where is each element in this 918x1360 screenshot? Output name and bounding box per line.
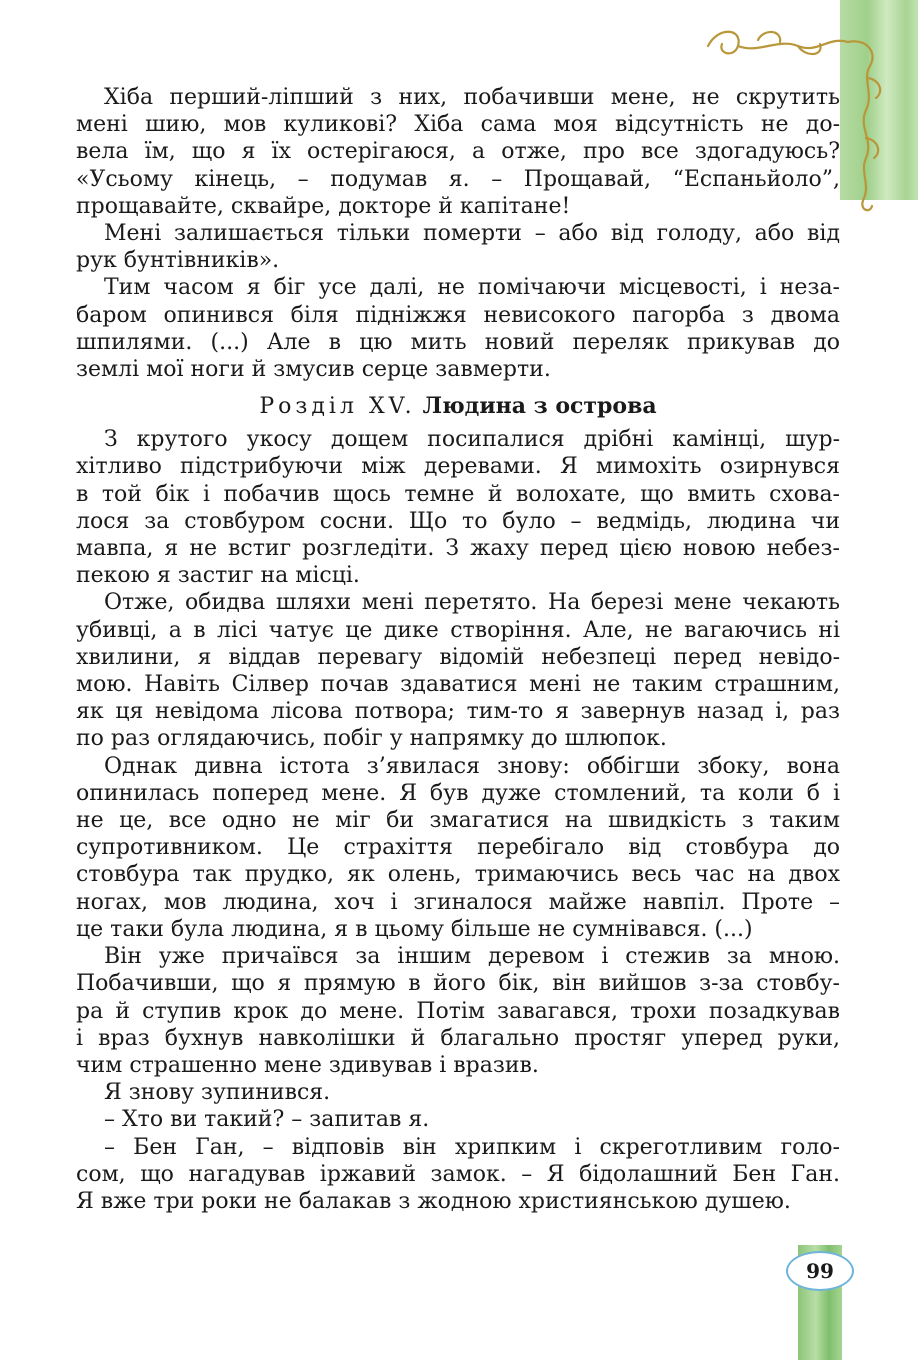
paragraph <box>76 426 840 589</box>
chapter-title: Людина з острова <box>422 393 657 420</box>
text-line: прощавайте, сквайре, докторе й капітане! <box>76 193 571 219</box>
paragraph <box>76 84 840 220</box>
text-line: Він уже причаївся за іншим деревом і стежив за мною. <box>104 944 840 970</box>
text-line: не це, все одно не міг би змагатися на швидкість з таким <box>76 808 840 834</box>
paragraph <box>76 1079 840 1106</box>
text-line: – Хто ви такий? – запитав я. <box>104 1107 430 1133</box>
text-line: хвилини, я віддав перевагу відомій небезпеці перед невідо- <box>76 644 840 670</box>
paragraph <box>76 1134 840 1216</box>
text-line: Я вже три роки не балакав з жодною християнською душею. <box>76 1188 791 1214</box>
text-line: ра й ступив крок до мене. Потім завагався, трохи позадкував <box>76 998 840 1024</box>
text-line: убивці, а в лісі чатує це дике створіння. Але, не вагаючись ні <box>76 617 840 643</box>
page-number: 99 <box>786 1251 854 1291</box>
text-line: мавпа, я не встиг розгледіти. З жаху перед цією новою небез- <box>76 536 840 562</box>
paragraph <box>76 1106 840 1133</box>
text-line: і враз бухнув навколішки й благально простяг уперед руки, <box>76 1025 840 1051</box>
text-line: баром опинився біля підніжжя невисокого пагорба з двома <box>76 302 840 328</box>
paragraph <box>76 943 840 1079</box>
text-line: пекою я застиг на місці. <box>76 563 360 589</box>
text-line: стовбура так прудко, як олень, тримаючись весь час на двох <box>76 862 840 888</box>
text-line: Я знову зупинився. <box>104 1080 331 1106</box>
text-line: землі мої ноги й змусив серце завмерти. <box>76 357 551 383</box>
text-line: мені шию, мов куликові? Хіба сама моя відсутність не до- <box>76 112 840 138</box>
chapter-heading <box>76 393 840 420</box>
text-line: Тим часом я біг усе далі, не помічаючи місцевості, і неза- <box>104 275 840 301</box>
paragraph <box>76 589 840 752</box>
text-line: мою. Навіть Сілвер почав здаватися мені не таким страшним, <box>76 672 840 698</box>
text-line: З крутого укосу дощем посипалися дрібні камінці, шур- <box>104 427 840 453</box>
text-line: лося за стовбуром сосни. Що то було – ведмідь, людина чи <box>76 508 840 534</box>
text-line: Отже, обидва шляхи мені перетято. На березі мене чекають <box>104 590 840 616</box>
text-line: Однак дивна істота з’явилася знову: оббігши збоку, вона <box>104 753 840 779</box>
body-text <box>76 84 840 1215</box>
text-line: рук бунтівників». <box>76 248 280 274</box>
text-line: сом, що нагадував іржавий замок. – Я бідолашний Бен Ган. <box>76 1161 840 1187</box>
text-line: Побачивши, що я прямую в його бік, він вийшов з-за стовбу- <box>76 971 840 997</box>
text-line: опинилась поперед мене. Я був дуже стомлений, та коли б і <box>76 780 840 806</box>
text-line: ногах, мов людина, хоч і згиналося майже навпіл. Проте – <box>76 889 840 915</box>
text-line: Хіба перший-ліпший з них, побачивши мене, не скрутить <box>104 85 840 110</box>
text-line: це таки була людина, я в цьому більше не сумнівався. (...) <box>76 916 753 942</box>
paragraph <box>76 274 840 383</box>
text-line: в той бік і побачив щось темне й волохате, що вмить схова- <box>76 481 840 507</box>
text-line: хітливо підстрибуючи між деревами. Я мимохіть озирнувся <box>76 454 840 480</box>
chapter-label: Розділ XV. <box>259 394 416 420</box>
text-line: шпилями. (...) Але в цю мить новий переляк прикував до <box>76 329 840 355</box>
paragraph <box>76 220 840 274</box>
text-line: Мені залишається тільки померти – або від голоду, або від <box>104 221 840 247</box>
text-line: – Бен Ган, – відповів він хрипким і скреготливим голо- <box>104 1134 840 1160</box>
text-line: вела їм, що я їх остерігаюся, а отже, про все здогадуюсь? <box>76 139 840 165</box>
text-line: супротивником. Це страхіття перебігало від стовбура до <box>76 835 840 861</box>
text-line: по раз оглядаючись, побіг у напрямку до шлюпок. <box>76 726 667 752</box>
text-line: «Усьому кінець, – подумав я. – Прощавай, “Еспаньйоло”, <box>76 166 840 192</box>
text-line: як ця невідома лісова потвора; тим-то я завернув назад і, раз <box>76 699 840 725</box>
paragraph <box>76 753 840 943</box>
text-line: чим страшенно мене здивував і вразив. <box>76 1052 539 1078</box>
